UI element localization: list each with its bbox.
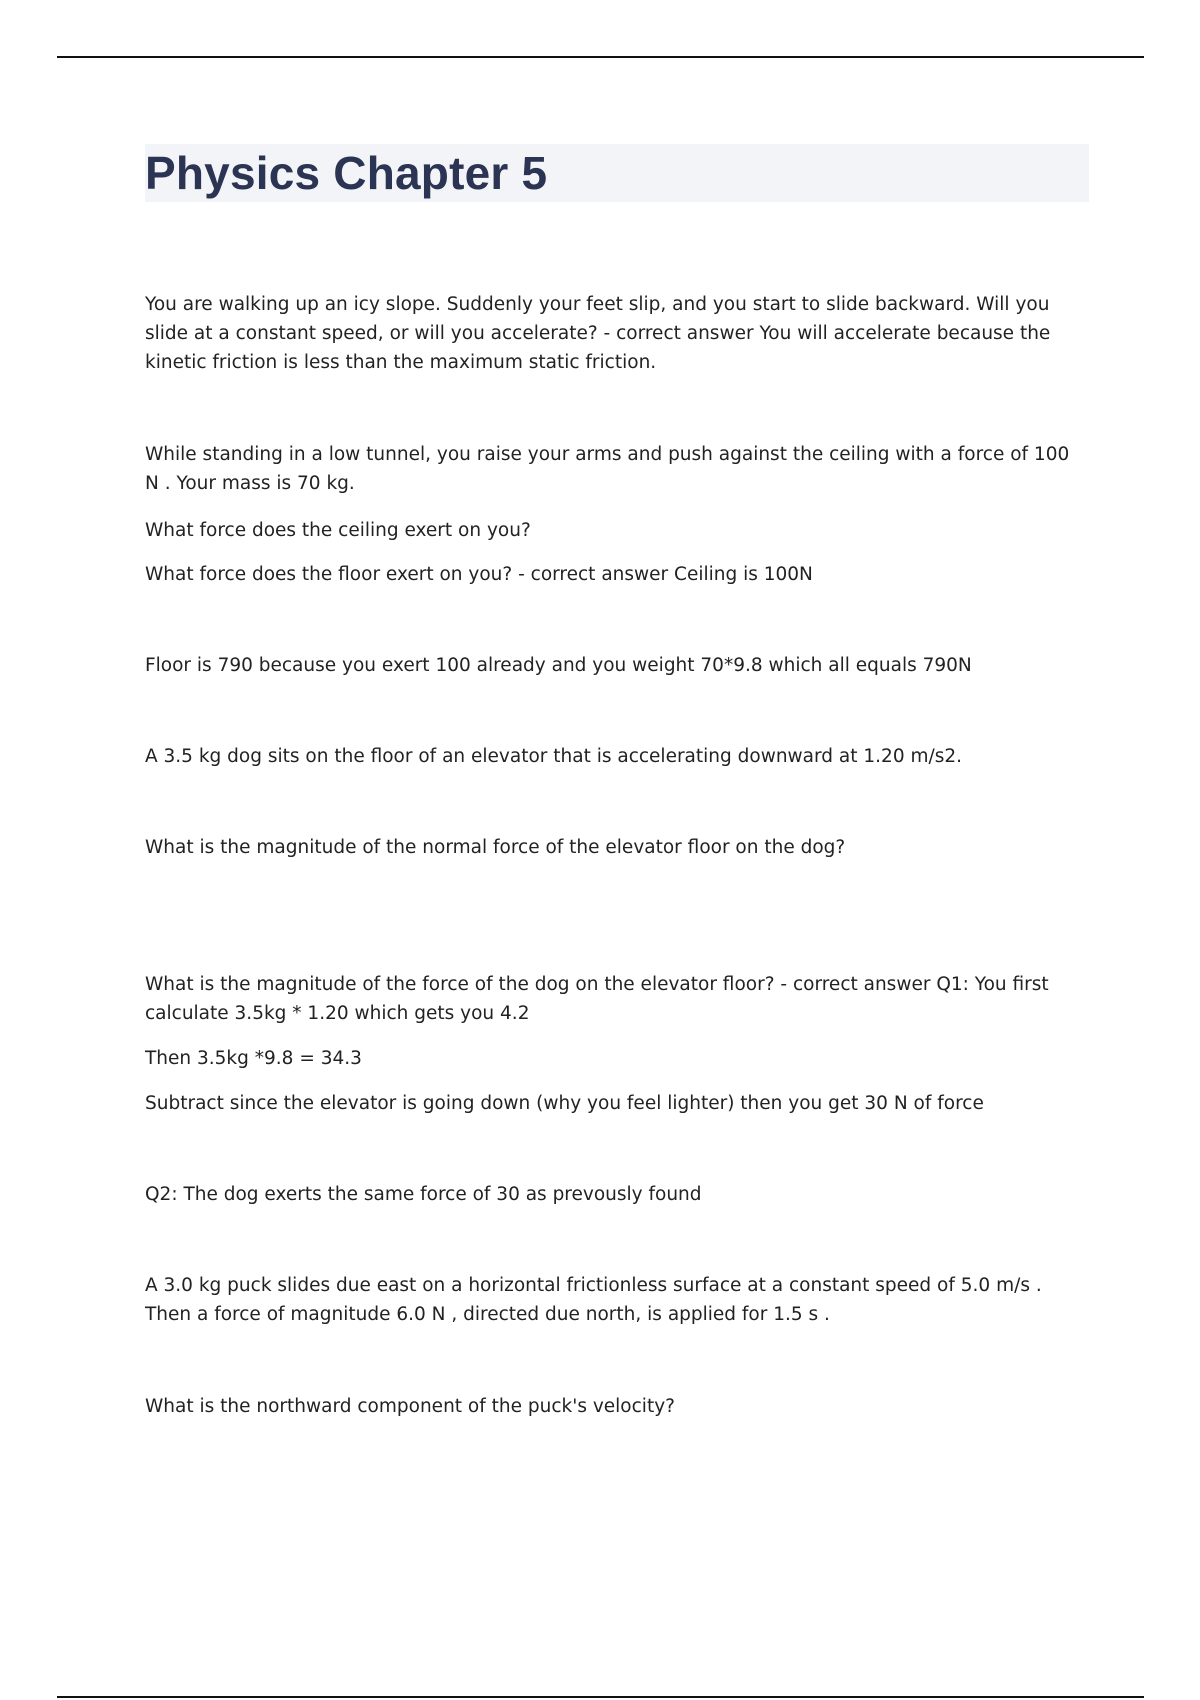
page-title: Physics Chapter 5 <box>145 147 548 199</box>
paragraph-northward-question: What is the northward component of the puck's velocity? <box>145 1396 675 1417</box>
paragraph-tunnel: While standing in a low tunnel, you raise your arms and push against the ceiling with a force of 100 N . Your mass is 70 kg. <box>145 444 1070 494</box>
paragraph-weight-calc: Then 3.5kg *9.8 = 34.3 <box>145 1048 362 1069</box>
paragraph-icy-slope: You are walking up an icy slope. Suddenly your feet slip, and you start to slide backward. Will you slide at a constant speed, or will you accelerate? - correct answer You will accelerate because the kinetic friction is less than the maximum static friction. <box>145 294 1051 373</box>
paragraph-puck: A 3.0 kg puck slides due east on a horizontal frictionless surface at a constant speed of 5.0 m/s . Then a force of magnitude 6.0 N , directed due north, is applied for 1.5 s . <box>145 1275 1042 1325</box>
paragraph-normal-force-question: What is the magnitude of the normal force of the elevator floor on the dog? <box>145 837 846 858</box>
paragraph-dog-elevator: A 3.5 kg dog sits on the floor of an elevator that is accelerating downward at 1.20 m/s2. <box>145 746 963 767</box>
paragraph-q2-answer: Q2: The dog exerts the same force of 30 as prevously found <box>145 1184 702 1205</box>
paragraph-dog-force-question: What is the magnitude of the force of the dog on the elevator floor? - correct answer Q1: You first calculate 3.5kg * 1.20 which gets you 4.2 <box>145 974 1049 1024</box>
top-rule <box>57 56 1144 58</box>
paragraph-subtract: Subtract since the elevator is going down (why you feel lighter) then you get 30 N of force <box>145 1093 984 1114</box>
paragraph-floor-answer: Floor is 790 because you exert 100 already and you weight 70*9.8 which all equals 790N <box>145 655 972 676</box>
paragraph-ceiling-question: What force does the ceiling exert on you? <box>145 520 531 541</box>
paragraph-floor-question: What force does the floor exert on you? - correct answer Ceiling is 100N <box>145 564 813 585</box>
bottom-rule <box>57 1696 1144 1698</box>
